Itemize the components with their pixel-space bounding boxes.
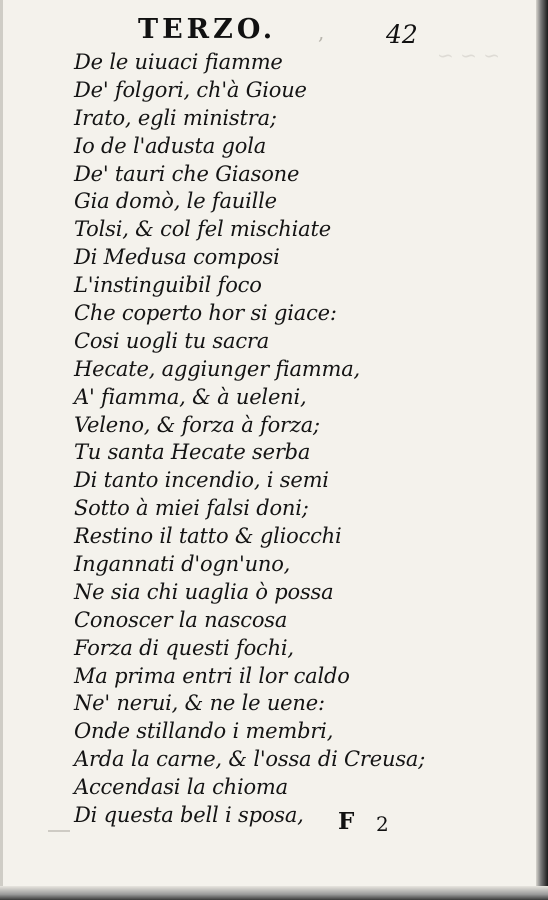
verse-line: Hecate, aggiunger fiamma, [74, 356, 361, 381]
signature-mark: F [338, 808, 355, 835]
verse-line: Cosi uogli tu sacra [74, 328, 270, 353]
verse-line: Veleno, & forza à forza; [74, 412, 320, 437]
verse-line: De' folgori, ch'à Gioue [74, 77, 307, 102]
page-bottom-edge [0, 886, 548, 900]
verse-line: Di questa bell i sposa, [74, 803, 304, 828]
verse-line: Ingannati d'ogn'uno, [74, 552, 291, 577]
page-number: 42 [386, 20, 418, 49]
verse-line: L'instinguibil foco [74, 273, 262, 298]
verse-block [74, 49, 425, 830]
margin-smudge [48, 812, 70, 832]
verse-line: Restino il tatto & gliocchi [74, 524, 342, 549]
verse-line: Sotto à miei falsi doni; [74, 496, 309, 521]
page-left-edge [0, 0, 3, 900]
verse-line: Tu santa Hecate serba [74, 440, 311, 465]
faint-mark: , [318, 20, 325, 44]
verse-line: Conoscer la nascosa [74, 607, 288, 632]
verse-line: De le uiuaci fiamme [74, 50, 283, 74]
verse-line: Di Medusa composi [74, 245, 280, 270]
verse-line: De' tauri che Giasone [74, 161, 300, 186]
verse-line: Io de l'adusta gola [74, 133, 267, 158]
verse-line: A' fiamma, & à ueleni, [74, 384, 307, 409]
verse-line: Tolsi, & col fel mischiate [74, 217, 331, 242]
verse-line: Che coperto hor si giace: [74, 301, 337, 326]
verse-line: Irato, egli ministra; [74, 105, 277, 130]
verse-line: Ne' nerui, & ne le uene: [74, 691, 325, 716]
verse-line: Arda la carne, & l'ossa di Creusa; [74, 747, 426, 772]
verse-line: Onde stillando i membri, [74, 719, 334, 744]
signature-number: 2 [376, 812, 389, 836]
binding-shadow [536, 0, 548, 900]
verse-line: Forza di questi fochi, [74, 635, 294, 660]
verse-line: Gia domò, le fauille [74, 189, 277, 214]
verse-line: Ma prima entri il lor caldo [74, 663, 350, 688]
show-through-ink: ~ ~ ~ [437, 43, 500, 67]
verse-line: Accendasi la chioma [74, 775, 288, 800]
verse-line: Ne sia chi uaglia ò possa [74, 579, 334, 604]
running-head: TERZO. [138, 14, 277, 45]
verse-line: Di tanto incendio, i semi [74, 468, 329, 493]
